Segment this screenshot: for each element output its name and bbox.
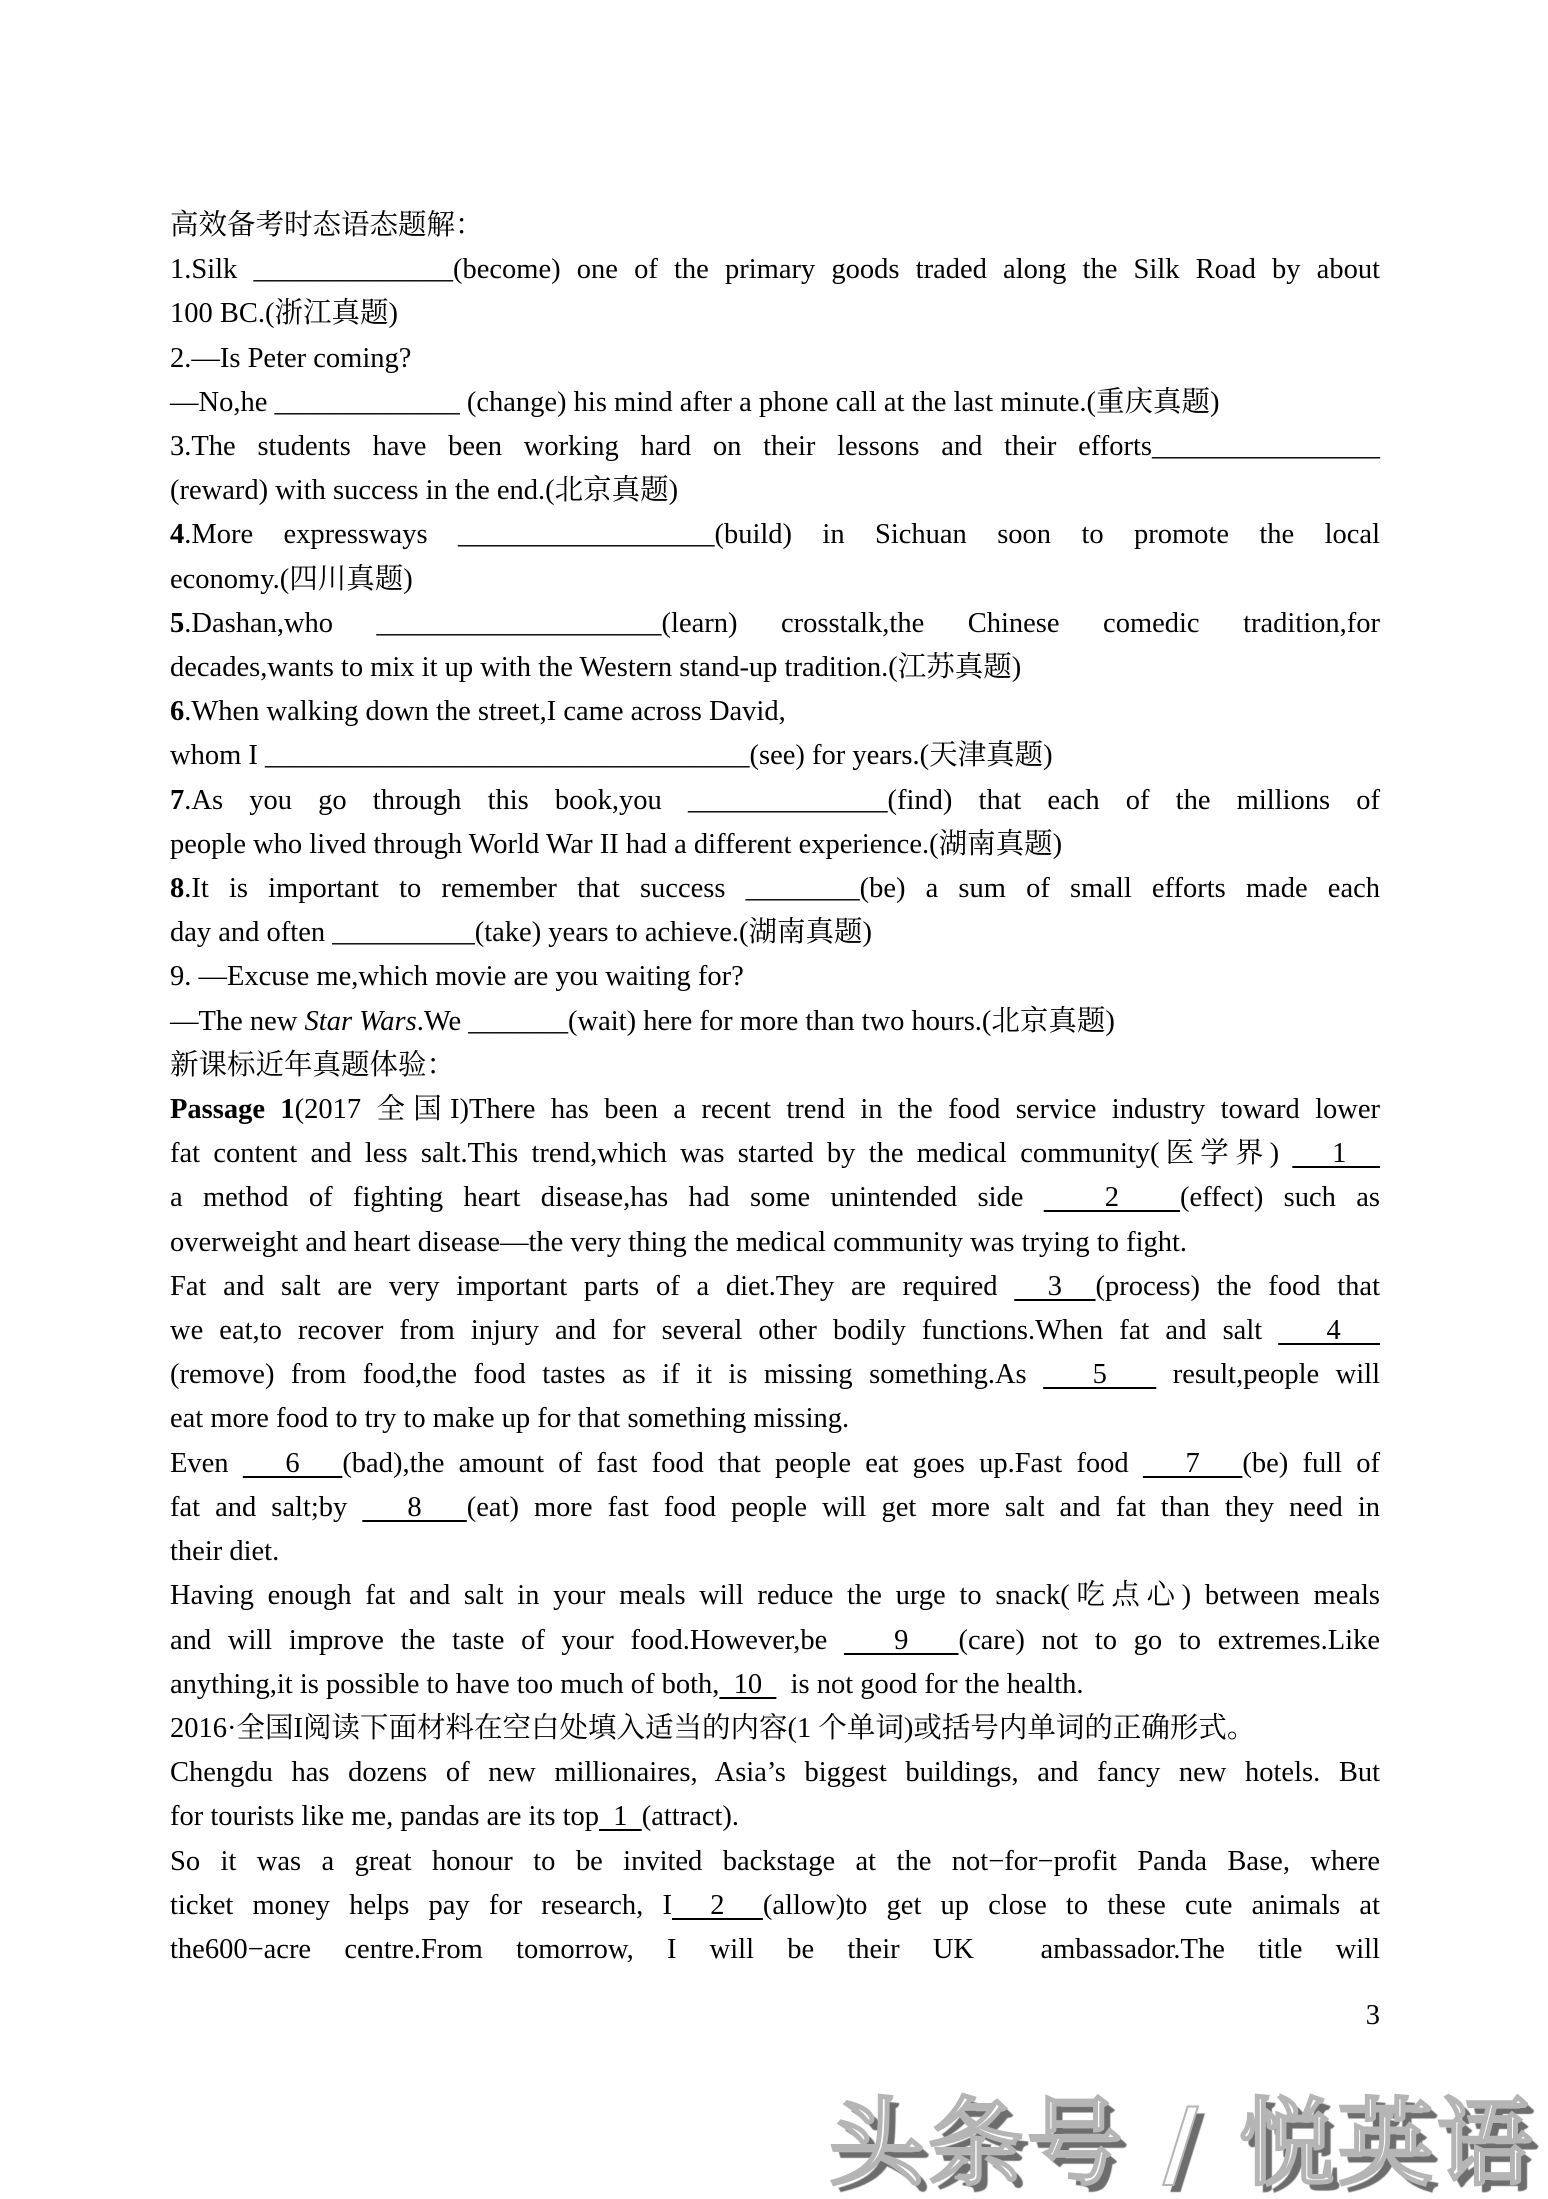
text-run: (allow)to get up close to these cute animals at — [762, 1889, 1381, 1921]
text-run: —No,he _____________ (change) his mind after a phone call at the last minute.(重庆真题) — [170, 386, 1220, 418]
text-line — [170, 1751, 1380, 1795]
text-line — [170, 292, 1380, 336]
text-run: —The new — [170, 1005, 305, 1037]
text-line — [170, 1132, 1380, 1176]
fill-in-blank: 2 — [671, 1889, 763, 1921]
text-line — [170, 1884, 1380, 1928]
fill-in-blank: 1 — [599, 1801, 642, 1833]
text-run: (eat) more fast food people will get more salt and fat than they need in — [466, 1491, 1380, 1523]
bold-text: 5 — [170, 607, 185, 639]
text-line — [170, 1000, 1380, 1044]
text-run: .Dashan,who ____________________(learn) crosstalk,the Chinese comedic tradition,for — [184, 607, 1380, 639]
bold-text: 4 — [170, 519, 185, 551]
bold-text: 7 — [170, 784, 185, 816]
text-line — [170, 425, 1380, 469]
document-body — [170, 204, 1380, 1972]
text-run: people who lived through World War II had a different experience.(湖南真题) — [170, 828, 1063, 860]
text-run: Even — [170, 1447, 243, 1479]
text-line — [170, 1088, 1380, 1132]
section-heading-tense — [170, 204, 1380, 248]
text-line — [170, 1353, 1380, 1397]
text-line — [170, 955, 1380, 999]
text-run: 高效备考时态语态题解： — [170, 210, 484, 241]
section-heading-realexam — [170, 1044, 1380, 1088]
text-run: a method of fighting heart disease,has had some unintended side — [170, 1182, 1044, 1214]
text-run: Chengdu has dozens of new millionaires, Asia’s biggest buildings, and fancy new hotels. But — [170, 1757, 1380, 1789]
fill-in-blank: 8 — [362, 1491, 467, 1523]
text-line — [170, 1574, 1380, 1618]
text-run: 新课标近年真题体验： — [170, 1049, 456, 1081]
italic-text: Star Wars — [304, 1005, 417, 1037]
fill-in-blank: 3 — [1014, 1270, 1096, 1302]
text-run: (remove) from food,the food tastes as if it is missing something.As — [170, 1359, 1044, 1391]
text-run: .When walking down the street,I came across David, — [184, 696, 786, 728]
page-number: 3 — [1365, 2000, 1380, 2031]
text-run: ticket money helps pay for research, I — [170, 1889, 672, 1921]
text-run: 100 BC.(浙江真题) — [170, 298, 399, 330]
text-line — [170, 513, 1380, 557]
text-line — [170, 1265, 1380, 1309]
text-line — [170, 381, 1380, 425]
text-run: 1.Silk ______________(become) one of the primary goods traded along the Silk Road by about — [170, 254, 1380, 286]
text-run: .More expressways __________________(build) in Sichuan soon to promote the local — [184, 519, 1380, 551]
fill-in-blank: 9 — [843, 1624, 959, 1656]
text-run: and will improve the taste of your food.However,be — [170, 1624, 844, 1656]
text-line — [170, 646, 1380, 690]
text-run: day and often __________(take) years to achieve.(湖南真题) — [170, 917, 872, 949]
text-line — [170, 1530, 1380, 1574]
text-line — [170, 1663, 1380, 1707]
text-run: .It is important to remember that success ________(be) a sum of small efforts made each — [184, 873, 1380, 905]
text-line — [170, 1795, 1380, 1839]
text-run: .We _______(wait) here for more than two hours.(北京真题) — [416, 1005, 1115, 1037]
text-run: for tourists like me, pandas are its top — [170, 1801, 599, 1833]
text-run: (attract). — [641, 1801, 740, 1833]
text-run: fat and salt;by — [170, 1491, 363, 1523]
text-run: Having enough fat and salt in your meals will reduce the urge to snack(吃点心) between meals — [170, 1580, 1380, 1612]
text-line — [170, 1486, 1380, 1530]
text-line — [170, 558, 1380, 602]
text-run: 3.The students have been working hard on their lessons and their efforts — [170, 431, 1152, 463]
text-run: (reward) with success in the end.(北京真题) — [170, 475, 679, 507]
text-line — [170, 690, 1380, 734]
text-run: we eat,to recover from injury and for several other bodily functions.When fat and salt — [170, 1315, 1279, 1347]
fill-in-blank: 4 — [1278, 1315, 1380, 1347]
text-line — [170, 911, 1380, 955]
text-run: .As you go through this book,you ______________(find) that each of the millions of — [184, 784, 1380, 816]
text-run: overweight and heart disease—the very thing the medical community was trying to fight. — [170, 1226, 1188, 1258]
bold-text: 6 — [170, 696, 185, 728]
fill-in-blank: 2 — [1043, 1182, 1181, 1214]
text-run: ________________ — [1152, 431, 1380, 463]
text-run: decades,wants to mix it up with the Western stand-up tradition.(江苏真题) — [170, 652, 1022, 684]
text-run: Fat and salt are very important parts of a diet.They are required — [170, 1270, 1015, 1302]
text-line — [170, 602, 1380, 646]
bold-text: 8 — [170, 873, 185, 905]
fill-in-blank: 7 — [1142, 1447, 1243, 1479]
section-heading-2016 — [170, 1707, 1380, 1751]
text-line — [170, 1928, 1380, 1972]
text-run: the600−acre centre.From tomorrow, I will be their UK ambassador.The title will — [170, 1933, 1380, 1965]
fill-in-blank: 5 — [1043, 1359, 1157, 1391]
text-run: So it was a great honour to be invited backstage at the not−for−profit Panda Base, where — [170, 1845, 1380, 1877]
text-line — [170, 469, 1380, 513]
text-run: economy.(四川真题) — [170, 563, 413, 595]
text-line — [170, 1619, 1380, 1663]
text-line — [170, 867, 1380, 911]
text-run: anything,it is possible to have too much of both, — [170, 1668, 720, 1700]
fill-in-blank: 10 — [719, 1668, 777, 1700]
text-line — [170, 779, 1380, 823]
text-line — [170, 248, 1380, 292]
text-run: (be) full of — [1242, 1447, 1381, 1479]
text-run: (effect) such as — [1180, 1182, 1380, 1214]
text-run: result,people will — [1156, 1359, 1381, 1391]
text-run: fat content and less salt.This trend,which was started by the medical community(医学界) — [170, 1138, 1293, 1170]
text-run: (2017 全国I)There has been a recent trend in the food service industry toward lower — [294, 1094, 1380, 1126]
text-line — [170, 734, 1380, 778]
bold-text: Passage 1 — [170, 1094, 295, 1126]
text-run: (bad),the amount of fast food that people eat goes up.Fast food — [342, 1447, 1143, 1479]
text-run: whom I __________________________________(see) for years.(天津真题) — [170, 740, 1053, 772]
text-line — [170, 1176, 1380, 1220]
text-run: 2016·全国I阅读下面材料在空白处填入适当的内容(1 个单词)或括号内单词的正确形式。 — [170, 1712, 1256, 1744]
text-line — [170, 823, 1380, 867]
text-run: is not good for the health. — [776, 1668, 1084, 1700]
text-run: 9. —Excuse me,which movie are you waiting for? — [170, 961, 744, 993]
text-run: 2.—Is Peter coming? — [170, 342, 412, 374]
text-line — [170, 1397, 1380, 1441]
text-line — [170, 1221, 1380, 1265]
fill-in-blank: 6 — [242, 1447, 343, 1479]
text-line — [170, 1309, 1380, 1353]
text-line — [170, 337, 1380, 381]
text-run: eat more food to try to make up for that something missing. — [170, 1403, 850, 1435]
text-run: (care) not to go to extremes.Like — [958, 1624, 1380, 1656]
fill-in-blank: 1 — [1292, 1138, 1381, 1170]
text-line — [170, 1840, 1380, 1884]
text-line — [170, 1442, 1380, 1486]
text-run: (process) the food that — [1095, 1270, 1380, 1302]
watermark: 头条号 / 悦英语 — [829, 2088, 1536, 2199]
text-run: their diet. — [170, 1536, 280, 1568]
